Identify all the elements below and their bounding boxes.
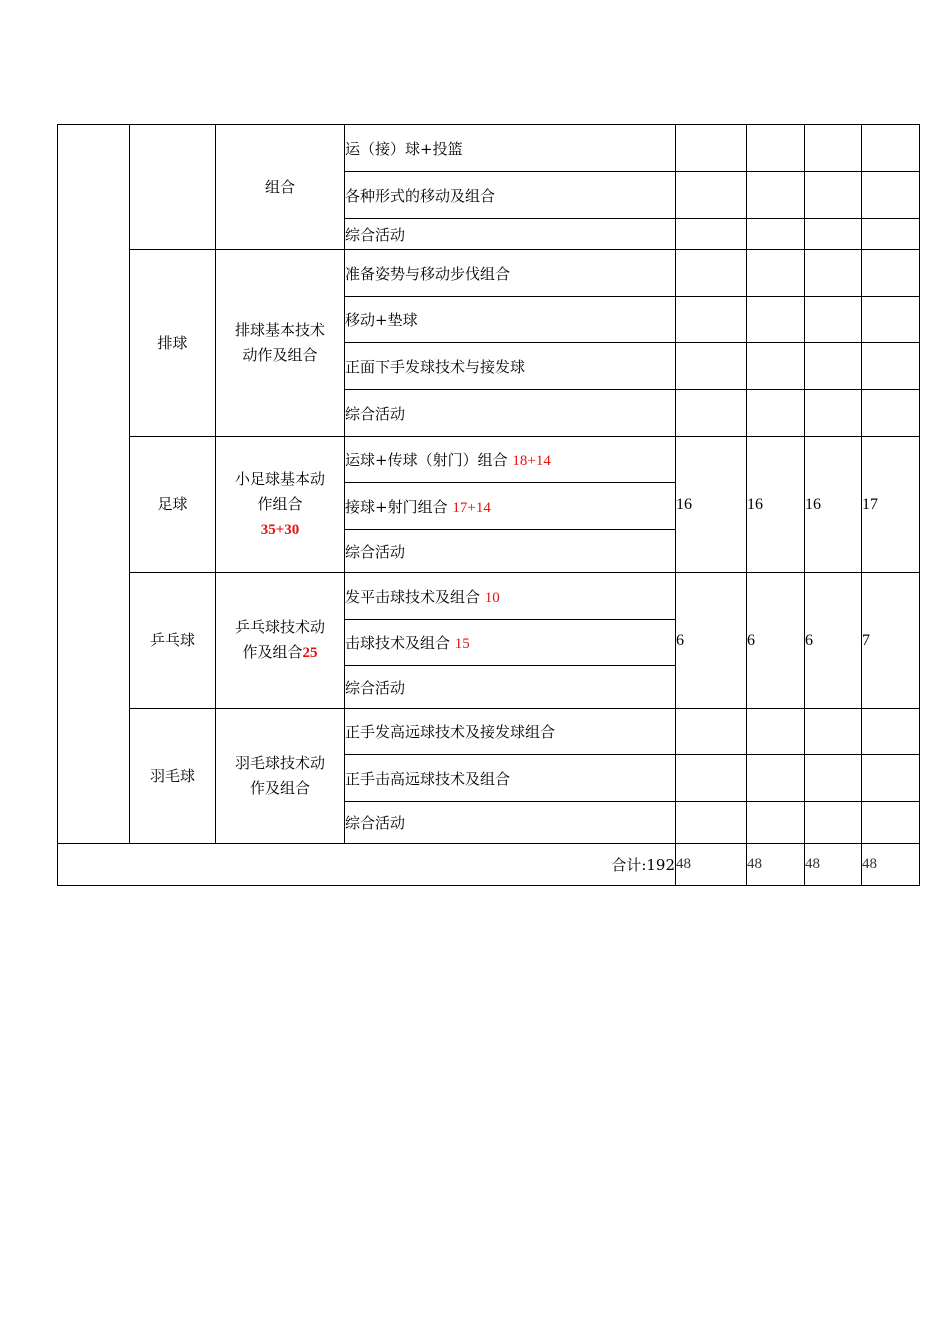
grade-cell [676, 390, 747, 437]
item-cell: 各种形式的移动及组合 [345, 172, 676, 219]
total-value: 48 [676, 844, 747, 886]
grade-cell [805, 343, 862, 390]
grade-cell: 17 [862, 437, 920, 573]
grade-cell [805, 709, 862, 755]
total-value: 48 [805, 844, 862, 886]
grade-cell [805, 390, 862, 437]
grade-cell [747, 755, 805, 802]
item-cell: 移动+垫球 [345, 297, 676, 343]
item-cell: 击球技术及组合 15 [345, 620, 676, 666]
grade-cell [747, 343, 805, 390]
content-hours: 35+30 [260, 521, 300, 538]
item-cell: 运球+传球（射门）组合 18+14 [345, 437, 676, 483]
grade-cell: 16 [676, 437, 747, 573]
item-hours: 15 [454, 636, 470, 652]
content-cell [216, 437, 345, 573]
grade-cell [676, 250, 747, 297]
grade-cell [747, 802, 805, 844]
grade-cell [862, 709, 920, 755]
grade-cell [676, 802, 747, 844]
grade-cell [862, 250, 920, 297]
total-value: 48 [862, 844, 920, 886]
grade-cell: 16 [747, 437, 805, 573]
grade-cell [676, 709, 747, 755]
item-hours: 10 [484, 589, 500, 606]
grade-cell [747, 250, 805, 297]
total-value: 48 [747, 844, 805, 886]
item-cell: 接球+射门组合 17+14 [345, 483, 676, 530]
item-cell: 综合活动 [345, 666, 676, 709]
grade-cell [805, 250, 862, 297]
item-cell: 正面下手发球技术与接发球 [345, 343, 676, 390]
grade-cell [862, 755, 920, 802]
grade-cell: 6 [805, 573, 862, 709]
grade-cell [676, 755, 747, 802]
content-cell [216, 125, 345, 250]
grade-cell [676, 219, 747, 250]
item-cell: 综合活动 [345, 219, 676, 250]
grade-cell [805, 125, 862, 172]
grade-cell [747, 709, 805, 755]
grade-cell: 16 [805, 437, 862, 573]
content-label: 组合 [264, 177, 295, 196]
grade-cell [676, 343, 747, 390]
content-cell [216, 250, 345, 437]
grade-cell [862, 172, 920, 219]
total-label: 合计:192 [58, 844, 676, 886]
grade-cell [747, 297, 805, 343]
grade-cell [747, 172, 805, 219]
item-cell: 准备姿势与移动步伐组合 [345, 250, 676, 297]
curriculum-table [57, 124, 920, 886]
grade-cell [676, 172, 747, 219]
grade-cell: 6 [676, 573, 747, 709]
grade-cell [747, 125, 805, 172]
content-cell [216, 573, 345, 709]
content-hours: 25 [302, 645, 318, 661]
item-hours: 17+14 [452, 499, 491, 516]
grade-cell [862, 297, 920, 343]
content-cell [216, 709, 345, 844]
grade-cell [747, 390, 805, 437]
item-cell: 运（接）球+投篮 [345, 125, 676, 172]
item-cell: 综合活动 [345, 802, 676, 844]
grade-cell [747, 219, 805, 250]
grade-cell [805, 297, 862, 343]
grade-cell [805, 802, 862, 844]
sport-cell: 足球 [130, 437, 216, 573]
content-label: 小足球基本动作组合 [234, 469, 325, 513]
item-cell: 正手发高远球技术及接发球组合 [345, 709, 676, 755]
grade-cell [676, 297, 747, 343]
grade-cell [805, 172, 862, 219]
item-cell: 发平击球技术及组合 10 [345, 573, 676, 620]
grade-cell [862, 219, 920, 250]
item-cell: 综合活动 [345, 390, 676, 437]
grade-cell [676, 125, 747, 172]
sport-cell: 羽毛球 [130, 709, 216, 844]
content-label: 乒乓球技术动作及组合 [234, 618, 325, 661]
item-cell: 综合活动 [345, 530, 676, 573]
item-hours: 18+14 [512, 453, 551, 469]
grade-cell: 7 [862, 573, 920, 709]
grade-cell [862, 125, 920, 172]
grade-cell [805, 755, 862, 802]
item-cell: 正手击高远球技术及组合 [345, 755, 676, 802]
category-cell [58, 125, 130, 844]
grade-cell [862, 343, 920, 390]
sport-cell [130, 125, 216, 250]
sport-cell: 排球 [130, 250, 216, 437]
grade-cell [805, 219, 862, 250]
sport-cell: 乒乓球 [130, 573, 216, 709]
content-label: 羽毛球技术动作及组合 [234, 754, 325, 797]
content-label: 排球基本技术动作及组合 [234, 321, 325, 364]
grade-cell [862, 802, 920, 844]
grade-cell [862, 390, 920, 437]
grade-cell: 6 [747, 573, 805, 709]
